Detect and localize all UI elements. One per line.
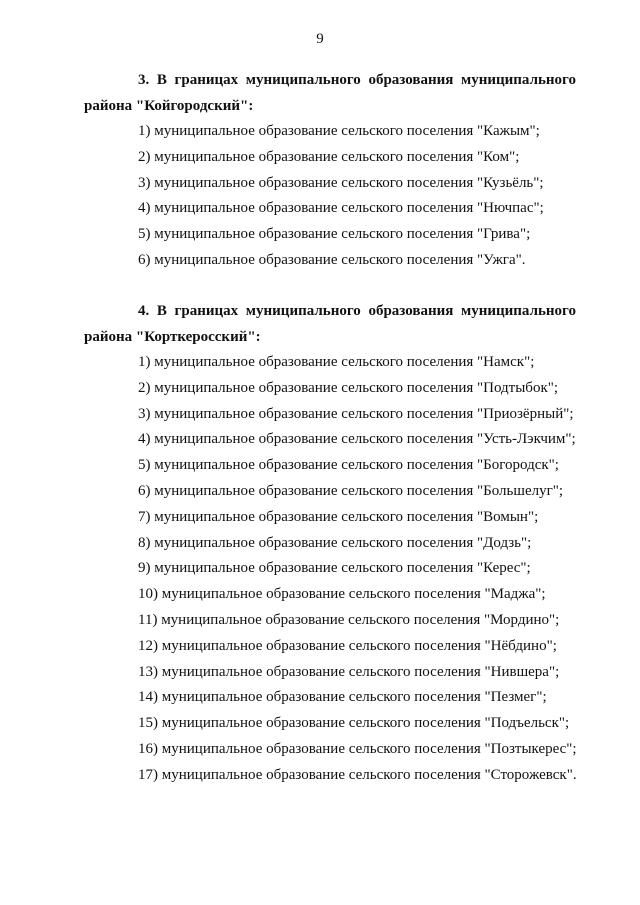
list-item: 1) муниципальное образование сельского поселения "Кажым";: [138, 123, 540, 139]
list-item: 7) муниципальное образование сельского поселения "Вомын";: [138, 508, 539, 525]
list-item: 13) муниципальное образование сельского поселения "Нившера";: [138, 663, 560, 680]
list-item: 11) муниципальное образование сельского поселения "Мордино";: [138, 611, 560, 628]
list-item: 2) муниципальное образование сельского поселения "Ком";: [138, 148, 520, 165]
section-heading: 3. В границах муниципального образования муниципального района "Койгородский":: [84, 72, 576, 114]
list-item: 5) муниципальное образование сельского поселения "Богородск";: [138, 457, 559, 474]
list-item: 3) муниципальное образование сельского поселения "Кузьёль";: [138, 174, 544, 191]
list-item: 17) муниципальное образование сельского поселения "Сторожевск".: [138, 766, 577, 783]
list-item: 3) муниципальное образование сельского поселения "Приозёрный";: [138, 405, 574, 422]
list-item: 8) муниципальное образование сельского поселения "Додзь";: [138, 534, 532, 551]
page-number: 9: [316, 31, 324, 47]
list-item: 10) муниципальное образование сельского поселения "Маджа";: [138, 586, 546, 603]
list-item: 14) муниципальное образование сельского поселения "Пезмег";: [138, 689, 547, 706]
list-item: 4) муниципальное образование сельского поселения "Усть-Лэкчим";: [138, 431, 576, 448]
list-item: 15) муниципальное образование сельского поселения "Подъельск";: [138, 715, 570, 732]
section-kortkerossky: [84, 298, 576, 789]
list-item: 4) муниципальное образование сельского поселения "Нючпас";: [138, 200, 544, 217]
section-heading: 4. В границах муниципального образования муниципального района "Корткеросский":: [84, 303, 576, 345]
section-koygorodsky: [84, 67, 576, 274]
list-item: 1) муниципальное образование сельского поселения "Намск";: [138, 354, 535, 370]
list-item: 12) муниципальное образование сельского поселения "Нёбдино";: [138, 637, 557, 654]
list-item: 6) муниципальное образование сельского поселения "Большелуг";: [138, 482, 564, 499]
list-item: 5) муниципальное образование сельского поселения "Грива";: [138, 226, 531, 243]
list-item: 6) муниципальное образование сельского поселения "Ужга".: [138, 251, 526, 268]
list-item: 16) муниципальное образование сельского поселения "Позтыкерес";: [138, 740, 577, 757]
list-item: 2) муниципальное образование сельского поселения "Подтыбок";: [138, 379, 559, 396]
list-item: 9) муниципальное образование сельского поселения "Керес";: [138, 560, 531, 577]
